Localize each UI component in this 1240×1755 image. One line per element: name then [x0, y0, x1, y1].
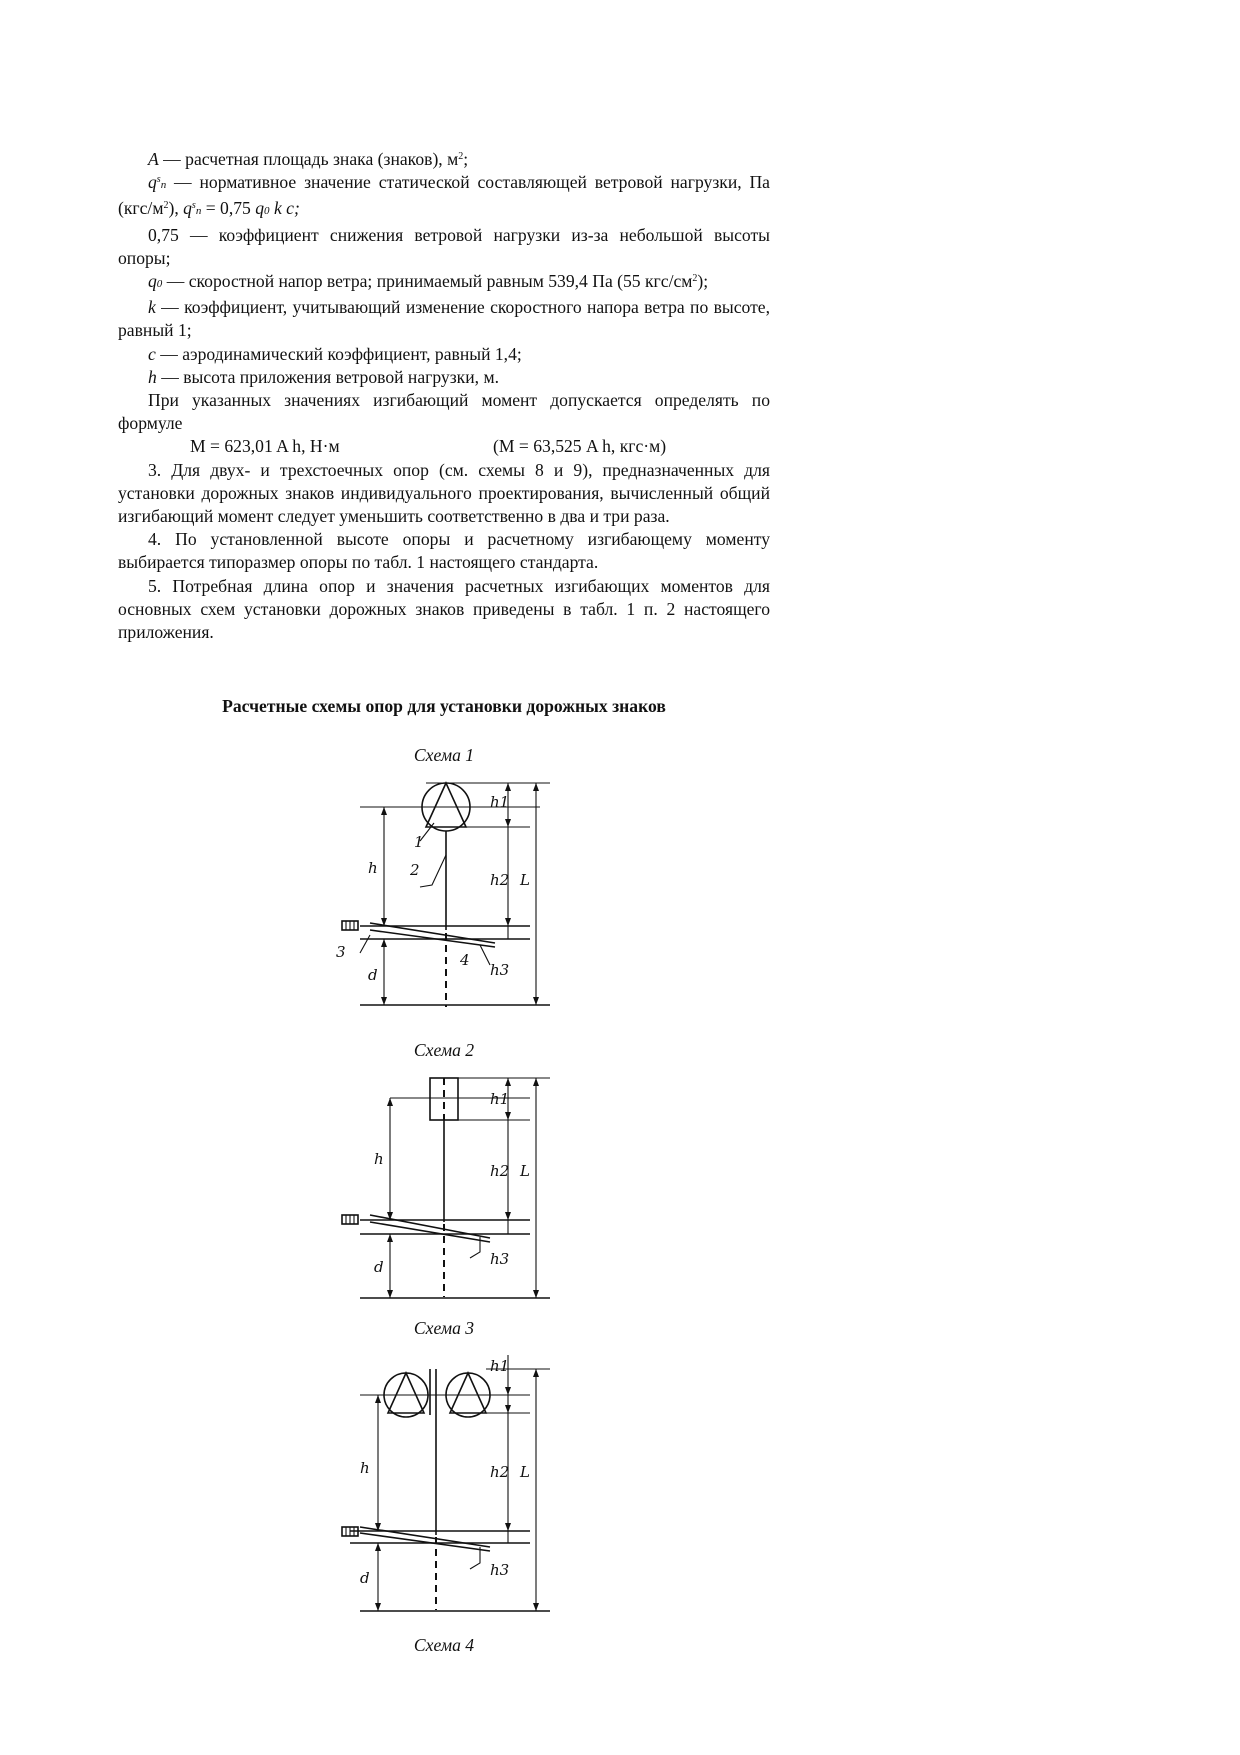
- label-h1: h1: [490, 1090, 510, 1108]
- definition-q0: q0 — скоростной напор ветра; принимаемый равным 539,4 Па (55 кгс/$см^2$);: [148, 271, 709, 292]
- label-h: h: [360, 1459, 370, 1477]
- formula-kgs: (М = 63,525 A h, кгс·м): [493, 436, 667, 457]
- label-3: 3: [336, 943, 346, 961]
- label-L: L: [520, 1463, 530, 1481]
- label-h2: h2: [490, 1162, 510, 1180]
- item-5: 5. Потребная длина опор и значения расчетных изгибающих моментов для основных схем установки дорожных знаков приведены в табл. 1 п. 2 настоящего приложения.: [118, 575, 770, 643]
- definition-qsn: $q^sn$ — нормативное значение статической составляющей ветровой нагрузки, Па $(кгс/м^2)$, $q^sn = 0,75$ q0 k c;: [118, 172, 770, 219]
- label-h: h: [368, 859, 378, 877]
- definition-075: 0,75 — коэффициент снижения ветровой нагрузки из-за небольшой высоты опоры;: [118, 224, 770, 268]
- label-h1: h1: [490, 793, 510, 811]
- label-L: L: [520, 1162, 530, 1180]
- definition-A: A — расчетная площадь знака (знаков), $м^2$;: [148, 149, 469, 169]
- caption-scheme-4: Схема 4: [413, 1635, 475, 1655]
- document-page: [118, 148, 770, 716]
- item-4: 4. По установленной высоте опоры и расчетному изгибающему моменту выбирается типоразмер опоры по табл. 1 настоящего стандарта.: [118, 529, 770, 573]
- label-h1: h1: [490, 1357, 510, 1375]
- label-L: L: [520, 871, 530, 889]
- label-h: h: [374, 1150, 384, 1168]
- formula: [118, 435, 770, 458]
- label-d: d: [368, 966, 378, 984]
- label-h2: h2: [490, 1463, 510, 1481]
- section-heading: Расчетные схемы опор для установки дорожных знаков: [222, 696, 666, 716]
- label-d: d: [374, 1258, 384, 1276]
- label-4: 4: [460, 951, 470, 969]
- label-h3: h3: [490, 1561, 510, 1579]
- scheme-2-diagram: [330, 1072, 570, 1312]
- label-d: d: [360, 1569, 370, 1587]
- symbol-A: A: [148, 149, 159, 169]
- formula-si: M = 623,01 A h, Н·м: [190, 436, 340, 457]
- caption-scheme-2: Схема 2: [413, 1040, 475, 1060]
- formula-intro: При указанных значениях изгибающий момент допускается определять по формуле: [118, 390, 770, 434]
- label-1: 1: [414, 833, 424, 851]
- label-h3: h3: [490, 961, 510, 979]
- definition-h: h — высота приложения ветровой нагрузки, м.: [148, 366, 499, 387]
- definition-k: k — коэффициент, учитывающий изменение скоростного напора ветра по высоте, равный 1;: [118, 297, 770, 341]
- label-h2: h2: [490, 871, 510, 889]
- label-h3: h3: [490, 1250, 510, 1268]
- scheme-3-diagram: [330, 1355, 570, 1620]
- definition-c: c — аэродинамический коэффициент, равный 1,4;: [148, 343, 522, 364]
- item-3: 3. Для двух- и трехстоечных опор (см. схемы 8 и 9), предназначенных для установки дорожных знаков индивидуального проектирования, вычисленный общий изгибающий момент следует уменьшить соответственно в два и три раза.: [118, 459, 770, 527]
- caption-scheme-1: Схема 1: [413, 745, 475, 765]
- caption-scheme-3: Схема 3: [413, 1318, 475, 1338]
- scheme-1-diagram: [330, 775, 570, 1015]
- label-2: 2: [410, 861, 420, 879]
